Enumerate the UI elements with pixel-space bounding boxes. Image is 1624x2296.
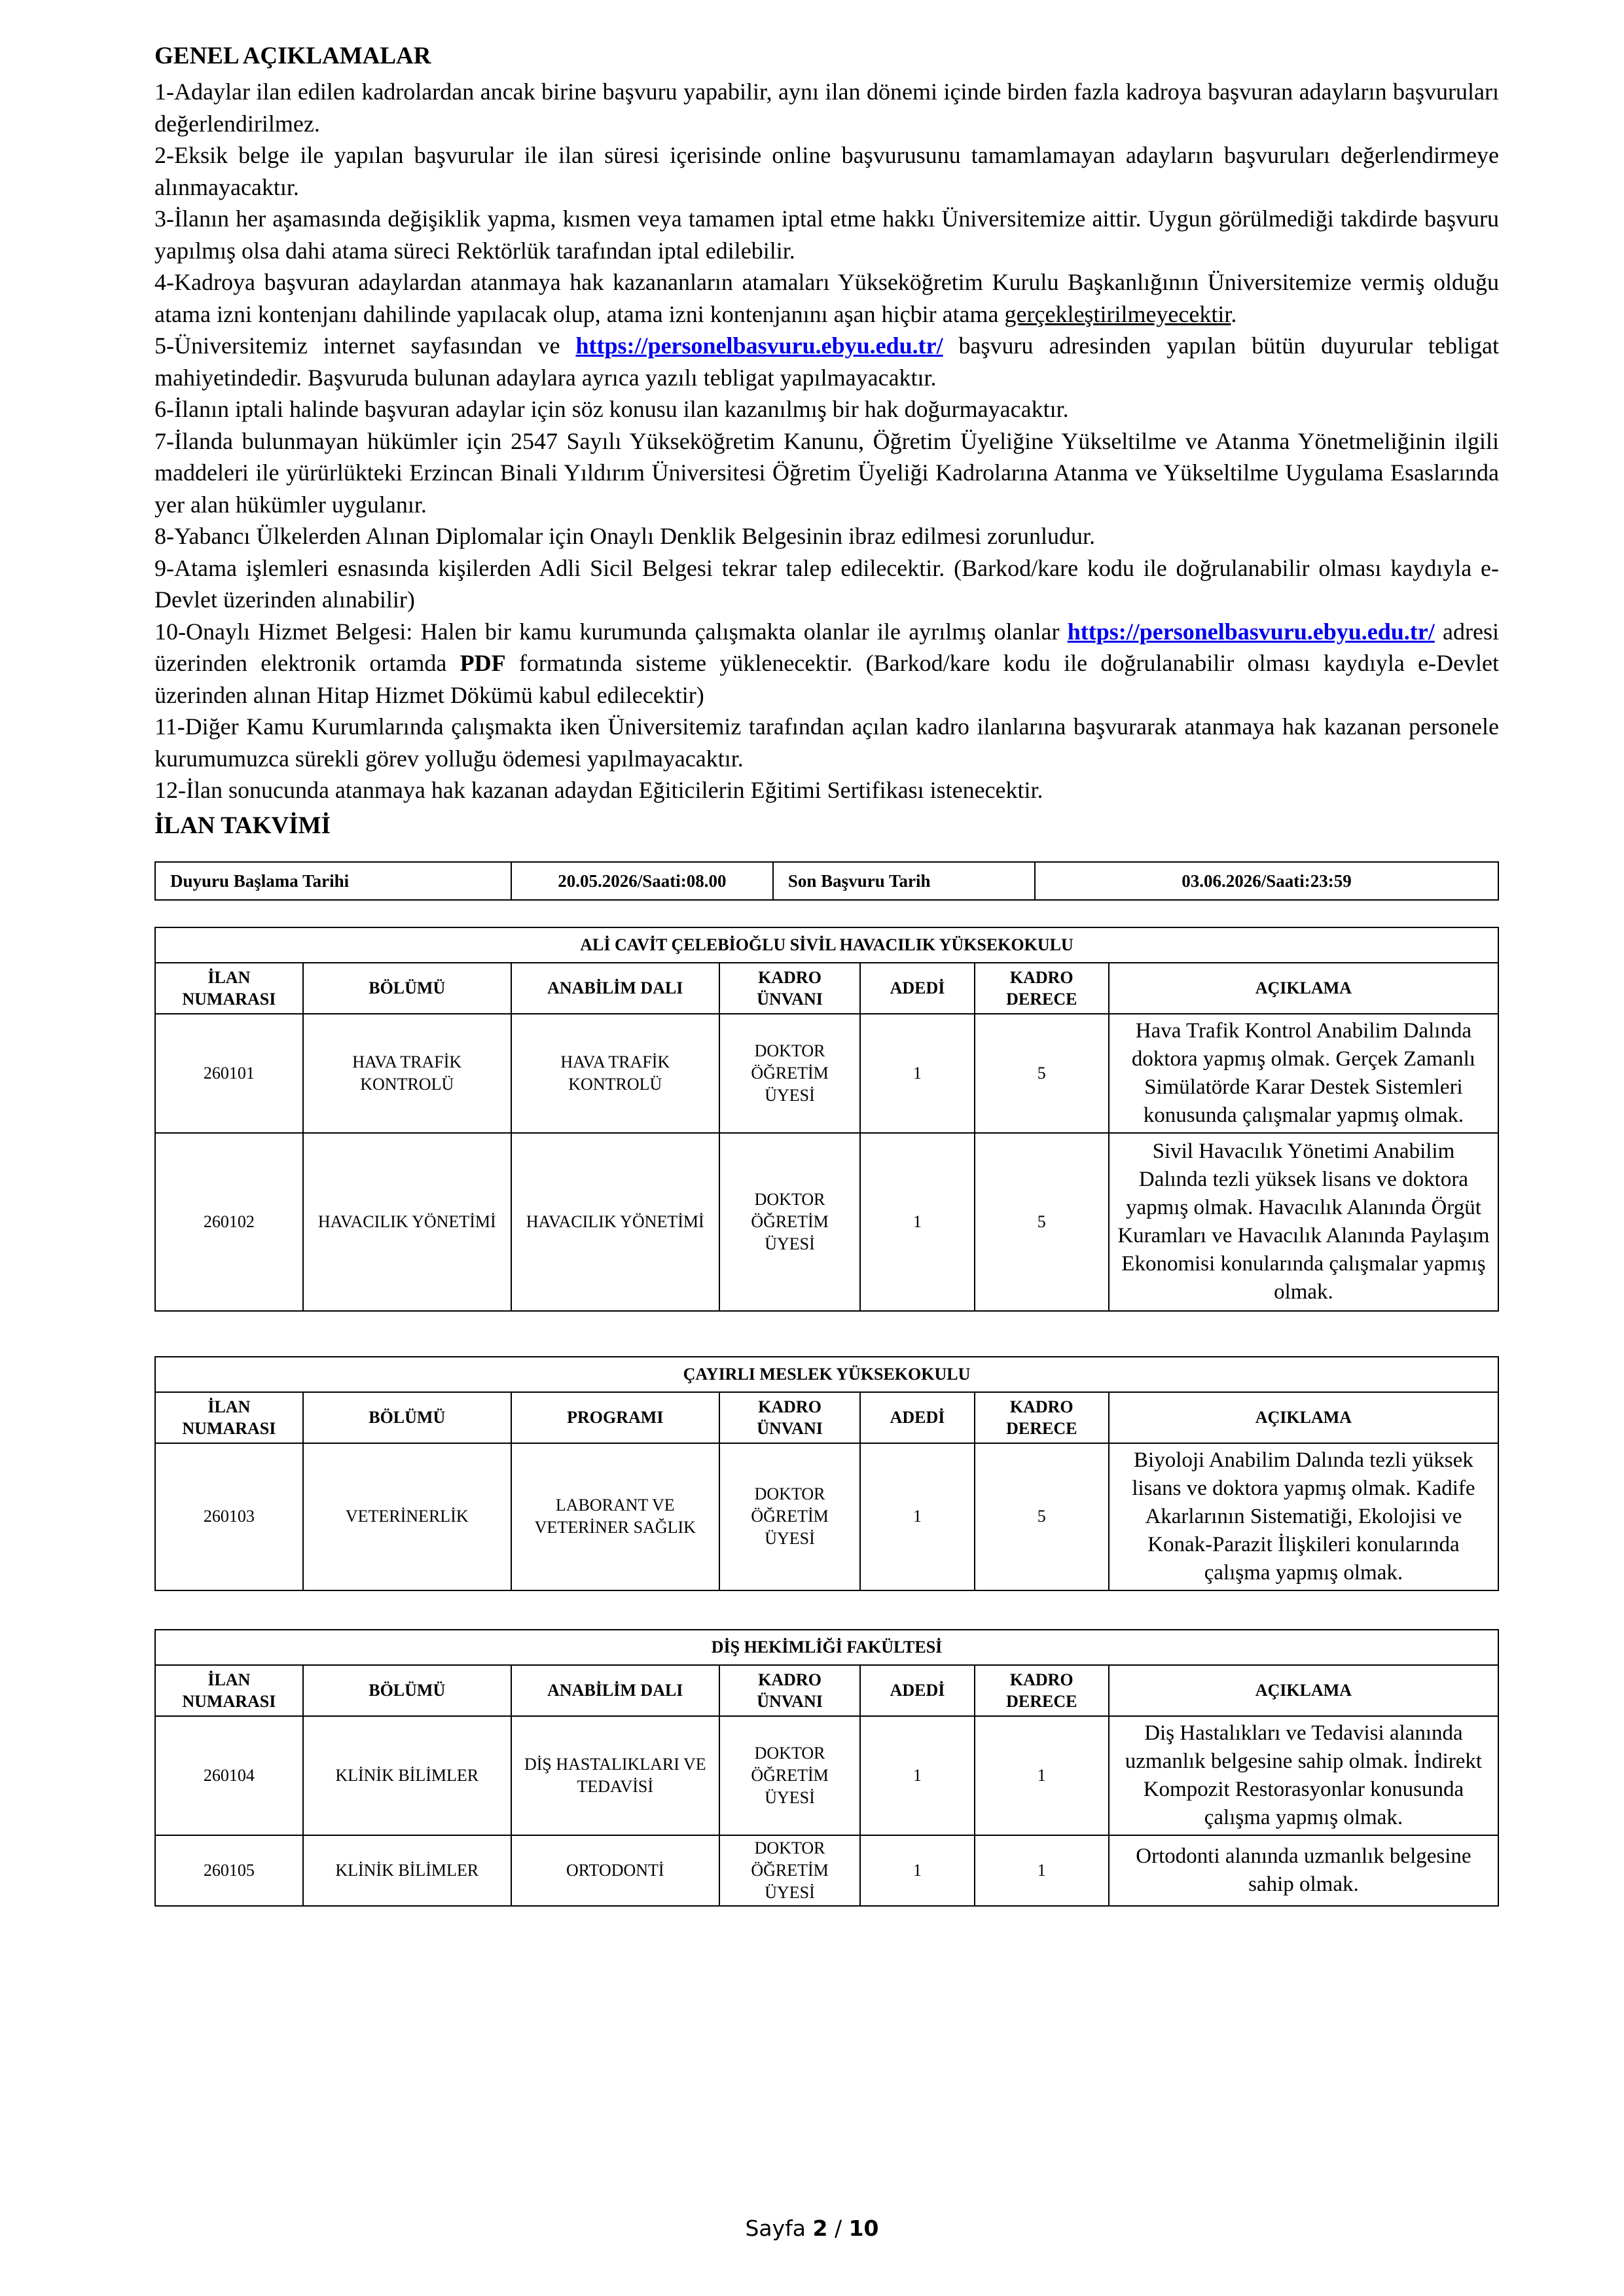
column-header: AÇIKLAMA [1109,963,1498,1014]
note-12: 12-İlan sonucunda atanmaya hak kazanan adaydan Eğiticilerin Eğitimi Sertifikası istenecektir. [154,777,1043,803]
table-cell: DOKTOR ÖĞRETİM ÜYESİ [719,1133,860,1311]
description-cell: Biyoloji Anabilim Dalında tezli yüksek lisans ve doktora yapmış olmak. Kadife Akarlarının Sistematiği, Ekolojisi ve Konak-Parazit İlişkileri konularında çalışma yapmış olmak. [1109,1443,1498,1590]
end-date-value: 03.06.2026/Saati:23:59 [1035,862,1498,900]
note-4-underlined: gerçekleştirilmeyecektir [1004,300,1231,327]
column-header: ADEDİ [860,963,974,1014]
unit-tables [154,927,1499,1907]
table-cell: DOKTOR ÖĞRETİM ÜYESİ [719,1443,860,1590]
note-5 [154,330,1499,393]
unit-table [154,1356,1499,1591]
table-cell: ORTODONTİ [511,1835,719,1906]
table-row [155,1443,1498,1590]
column-header: İLAN NUMARASI [155,1665,303,1716]
table-cell: 5 [975,1014,1109,1133]
page-number [0,2215,1624,2241]
note-10-text: 10-Onaylı Hizmet Belgesi: Halen bir kamu kurumunda çalışmakta olanlar ile ayrılmış olanlar [154,618,1068,645]
column-header: ADEDİ [860,1665,974,1716]
table-cell: 5 [975,1133,1109,1311]
column-header: KADRO ÜNVANI [719,963,860,1014]
column-header: PROGRAMI [511,1392,719,1443]
table-header-row [155,1665,1498,1716]
table-cell: 1 [860,1133,974,1311]
table-row [155,1835,1498,1906]
announcement-calendar-table [154,861,1499,901]
description-cell: Ortodonti alanında uzmanlık belgesine sahip olmak. [1109,1835,1498,1906]
table-cell: 260102 [155,1133,303,1311]
start-date-value: 20.05.2026/Saati:08.00 [511,862,773,900]
column-header: AÇIKLAMA [1109,1392,1498,1443]
table-cell: 260101 [155,1014,303,1133]
note-9: 9-Atama işlemleri esnasında kişilerden Adli Sicil Belgesi tekrar talep edilecektir. (Barkod/kare kodu ile doğrulanabilir olması kaydıyla e-Devlet üzerinden alınabilir) [154,554,1499,613]
table-cell: DOKTOR ÖĞRETİM ÜYESİ [719,1716,860,1835]
table-cell: 1 [860,1835,974,1906]
table-cell: 5 [975,1443,1109,1590]
table-cell: DOKTOR ÖĞRETİM ÜYESİ [719,1835,860,1906]
application-site-link-2[interactable]: https://personelbasvuru.ebyu.edu.tr/ [1067,618,1435,645]
table-cell: 260105 [155,1835,303,1906]
table-cell: HAVACILIK YÖNETİMİ [303,1133,511,1311]
description-cell: Sivil Havacılık Yönetimi Anabilim Dalında tezli yüksek lisans ve doktora yapmış olmak. Havacılık Alanında Örgüt Kuramları ve Havacılık Alanında Paylaşım Ekonomisi konularında çalışmalar yapmış olmak. [1109,1133,1498,1311]
current-page: 2 [812,2215,828,2241]
table-cell: LABORANT VE VETERİNER SAĞLIK [511,1443,719,1590]
note-10-text-end: formatında sisteme yüklenecektir. (Barkod/kare kodu ile doğrulanabilir olması kaydıyla e-Devlet üzerinden alınan Hitap Hizmet Dökümü kabul edilecektir) [154,650,1500,708]
general-notes [154,76,1499,806]
column-header: KADRO DERECE [975,1392,1109,1443]
tables-area [154,861,1499,1907]
table-cell: KLİNİK BİLİMLER [303,1716,511,1835]
application-site-link[interactable]: https://personelbasvuru.ebyu.edu.tr/ [575,332,943,359]
table-header-row [155,1392,1498,1443]
column-header: AÇIKLAMA [1109,1665,1498,1716]
table-cell: 1 [975,1716,1109,1835]
column-header: İLAN NUMARASI [155,1392,303,1443]
table-cell: 1 [860,1014,974,1133]
column-header: BÖLÜMÜ [303,1665,511,1716]
note-5-text-end: başvuru adresinden yapılan bütün duyurular tebligat mahiyetindedir. Başvuruda bulunan adaylara ayrıca yazılı tebligat yapılmayacaktır. [154,332,1499,391]
table-cell: DOKTOR ÖĞRETİM ÜYESİ [719,1014,860,1133]
document-body [154,41,1499,1907]
table-cell: 1 [860,1716,974,1835]
note-4-end: . [1231,300,1237,327]
description-cell: Hava Trafik Kontrol Anabilim Dalında doktora yapmış olmak. Gerçek Zamanlı Simülatörde Karar Destek Sistemleri konusunda çalışmalar yapmış olmak. [1109,1014,1498,1133]
note-8: 8-Yabancı Ülkelerden Alınan Diplomalar için Onaylı Denklik Belgesinin ibraz edilmesi zorunludur. [154,523,1096,549]
note-4-text: 4-Kadroya başvuran adaylardan atanmaya hak kazananların atamaları Yükseköğretim Kurulu Başkanlığının Üniversitemize vermiş olduğu atama izni kontenjanı dahilinde yapılacak olup, atama izni kontenjanını aşan hiçbir atama [154,269,1499,327]
note-6: 6-İlanın iptali halinde başvuran adaylar için söz konusu ilan kazanılmış bir hak doğurmayacaktır. [154,396,1069,422]
unit-title: ALİ CAVİT ÇELEBİOĞLU SİVİL HAVACILIK YÜKSEKOKULU [155,927,1498,963]
note-11: 11-Diğer Kamu Kurumlarında çalışmakta iken Üniversitemiz tarafından açılan kadro ilanlarına başvurarak atanmaya hak kazanan personele kurumumuzca sürekli görev yolluğu ödemesi yapılmayacaktır. [154,713,1499,772]
table-cell: 1 [860,1443,974,1590]
unit-table [154,1629,1499,1907]
table-cell: 260103 [155,1443,303,1590]
end-date-label: Son Başvuru Tarih [773,862,1035,900]
column-header: KADRO ÜNVANI [719,1665,860,1716]
note-10-text-mid: adresi üzerinden elektronik ortamda [154,618,1499,676]
column-header: BÖLÜMÜ [303,963,511,1014]
table-cell: DİŞ HASTALIKLARI VE TEDAVİSİ [511,1716,719,1835]
unit-title: DİŞ HEKİMLİĞİ FAKÜLTESİ [155,1630,1498,1665]
column-header: ANABİLİM DALI [511,963,719,1014]
general-heading: GENEL AÇIKLAMALAR [154,43,431,69]
table-cell: 1 [975,1835,1109,1906]
pdf-format-label: PDF [460,650,506,676]
note-10 [154,616,1499,711]
column-header: BÖLÜMÜ [303,1392,511,1443]
table-header-row [155,963,1498,1014]
calendar-heading: İLAN TAKVİMİ [154,812,331,839]
note-4 [154,266,1499,330]
table-cell: HAVA TRAFİK KONTROLÜ [303,1014,511,1133]
unit-table [154,927,1499,1312]
description-cell: Diş Hastalıkları ve Tedavisi alanında uzmanlık belgesine sahip olmak. İndirekt Kompozit Restorasyonlar konusunda çalışma yapmış olmak. [1109,1716,1498,1835]
start-date-label: Duyuru Başlama Tarihi [155,862,511,900]
table-cell: KLİNİK BİLİMLER [303,1835,511,1906]
table-cell: 260104 [155,1716,303,1835]
table-row [155,1133,1498,1311]
page-prefix: Sayfa [745,2215,813,2241]
table-cell: HAVA TRAFİK KONTROLÜ [511,1014,719,1133]
table-cell: VETERİNERLİK [303,1443,511,1590]
column-header: KADRO ÜNVANI [719,1392,860,1443]
column-header: ANABİLİM DALI [511,1665,719,1716]
note-1: 1-Adaylar ilan edilen kadrolardan ancak birine başvuru yapabilir, aynı ilan dönemi içinde birden fazla kadroya başvuran adayların başvuruları değerlendirilmez. [154,79,1499,137]
page-separator: / [827,2215,849,2241]
total-pages: 10 [848,2215,879,2241]
note-2: 2-Eksik belge ile yapılan başvurular ile ilan süresi içerisinde online başvurusunu tamamlamayan adayların başvuruları değerlendirmeye alınmayacaktır. [154,142,1499,200]
column-header: KADRO DERECE [975,963,1109,1014]
note-7: 7-İlanda bulunmayan hükümler için 2547 Sayılı Yükseköğretim Kanunu, Öğretim Üyeliğine Yükseltilme ve Atanma Yönetmeliğinin ilgili maddeleri ile yürürlükteki Erzincan Binali Yıldırım Üniversitesi Öğretim Üyeliği Kadrolarına Atanma ve Yükseltilme Uygulama Esaslarında yer alan hükümler uygulanır. [154,427,1499,518]
note-5-text: 5-Üniversitemiz internet sayfasından ve [154,332,576,359]
table-cell: HAVACILIK YÖNETİMİ [511,1133,719,1311]
table-row [155,1716,1498,1835]
note-3: 3-İlanın her aşamasında değişiklik yapma, kısmen veya tamamen iptal etme hakkı Üniversitemize aittir. Uygun görülmediği takdirde başvuru yapılmış olsa dahi atama süreci Rektörlük tarafından iptal edilebilir. [154,206,1499,264]
column-header: ADEDİ [860,1392,974,1443]
unit-title: ÇAYIRLI MESLEK YÜKSEKOKULU [155,1357,1498,1392]
table-row [155,1014,1498,1133]
column-header: İLAN NUMARASI [155,963,303,1014]
column-header: KADRO DERECE [975,1665,1109,1716]
